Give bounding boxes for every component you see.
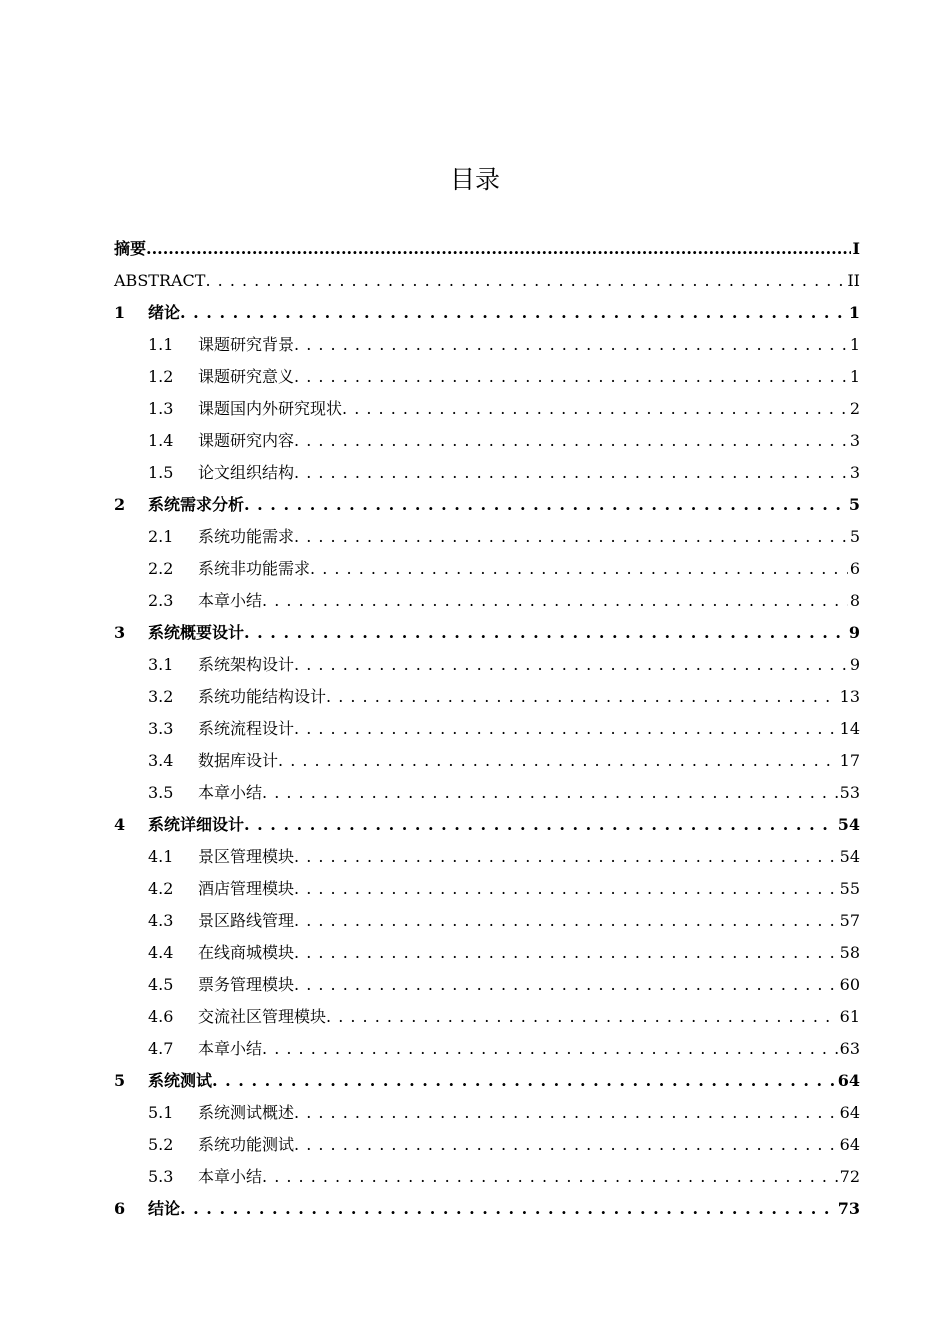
toc-entry-number: 2.3: [148, 591, 174, 610]
toc-entry-page: 1: [849, 367, 860, 386]
toc-entry-page: 54: [839, 847, 860, 866]
toc-entry-label: 摘要: [114, 239, 147, 258]
toc-entry-label: 系统详细设计: [148, 815, 245, 834]
toc-entry-page: 8: [849, 591, 860, 610]
toc-entry-page: 14: [839, 719, 860, 738]
toc-entry-number: 1.4: [148, 431, 174, 450]
toc-entry-page: 64: [837, 1071, 860, 1090]
toc-entry-label: 系统架构设计: [198, 655, 295, 674]
dot-leader: [294, 1097, 838, 1129]
toc-entry-page: 9: [849, 655, 860, 674]
dot-leader: [212, 1065, 836, 1097]
toc-entry-page: II: [847, 271, 860, 290]
dot-leader: [294, 457, 848, 489]
toc-entry-label: 系统非功能需求: [198, 559, 311, 578]
toc-entry-label: 系统功能需求: [198, 527, 295, 546]
toc-entry-page: 3: [849, 463, 860, 482]
toc-entry[interactable]: [114, 393, 860, 425]
toc-entry-number: 2.2: [148, 559, 174, 578]
toc-entry-label: 系统功能结构设计: [198, 687, 327, 706]
toc-entry-label: 系统概要设计: [148, 623, 245, 642]
toc-entry-page: 1: [848, 303, 860, 322]
toc-entry-page: 54: [837, 815, 860, 834]
toc-entry[interactable]: [114, 873, 860, 905]
toc-entry-number: 2: [114, 495, 126, 514]
dot-leader: [244, 809, 836, 841]
toc-entry-label: 本章小结: [198, 1039, 263, 1058]
toc-entry-number: 4.2: [148, 879, 174, 898]
toc-entry-number: 5.1: [148, 1103, 174, 1122]
toc-entry-number: 1.1: [148, 335, 174, 354]
toc-entry-label: 系统测试概述: [198, 1103, 295, 1122]
toc-entry-page: 55: [839, 879, 860, 898]
toc-entry[interactable]: [114, 233, 860, 265]
toc-entry[interactable]: [114, 521, 860, 553]
toc-entry-number: 6: [114, 1199, 126, 1218]
toc-entry-page: 63: [839, 1039, 860, 1058]
toc-entry[interactable]: [114, 361, 860, 393]
toc-entry[interactable]: [114, 745, 860, 777]
toc-entry-number: 5.3: [148, 1167, 174, 1186]
toc-entry-page: 60: [839, 975, 860, 994]
toc-entry[interactable]: [114, 329, 860, 361]
toc-entry-number: 4: [114, 815, 126, 834]
toc-entry-number: 4.1: [148, 847, 174, 866]
toc-entry-page: 61: [839, 1007, 860, 1026]
toc-entry[interactable]: [114, 809, 860, 841]
toc-entry[interactable]: [114, 553, 860, 585]
toc-entry-label: 票务管理模块: [198, 975, 295, 994]
dot-leader: [294, 425, 848, 457]
toc-entry-number: 4.7: [148, 1039, 174, 1058]
dot-leader: [294, 521, 848, 553]
dot-leader: [262, 585, 848, 617]
dot-leader: [294, 969, 838, 1001]
toc-entry-page: 53: [839, 783, 860, 802]
toc-entry-page: 73: [837, 1199, 860, 1218]
toc-entry[interactable]: [114, 457, 860, 489]
dot-leader: [326, 1001, 838, 1033]
toc-entry[interactable]: [114, 265, 860, 297]
toc-entry[interactable]: [114, 585, 860, 617]
toc-entry-page: 64: [839, 1103, 860, 1122]
toc-entry-number: 1.5: [148, 463, 174, 482]
dot-leader: [294, 329, 848, 361]
dot-leader: [244, 489, 847, 521]
toc-entry[interactable]: [114, 969, 860, 1001]
toc-entry-page: 2: [849, 399, 860, 418]
toc-entry[interactable]: [114, 425, 860, 457]
toc-entry-number: 3.5: [148, 783, 174, 802]
toc-entry-label: 景区路线管理: [198, 911, 295, 930]
dot-leader: [294, 713, 838, 745]
toc-entry[interactable]: [114, 713, 860, 745]
table-of-contents: [114, 233, 860, 1225]
dot-leader: [294, 841, 838, 873]
toc-entry-page: 57: [839, 911, 860, 930]
toc-entry-number: 3.4: [148, 751, 174, 770]
toc-entry-page: 64: [839, 1135, 860, 1154]
toc-entry-label: 酒店管理模块: [198, 879, 295, 898]
toc-entry-page: 58: [839, 943, 860, 962]
dot-leader: [244, 617, 847, 649]
dot-leader: [262, 1033, 838, 1065]
toc-entry-page: 13: [839, 687, 860, 706]
toc-entry-page: 9: [848, 623, 860, 642]
dot-leader: [294, 1129, 838, 1161]
toc-entry-label: 数据库设计: [198, 751, 279, 770]
toc-entry-page: 72: [839, 1167, 860, 1186]
toc-entry-page: I: [852, 239, 860, 258]
toc-entry-number: 4.6: [148, 1007, 174, 1026]
dot-leader: [180, 297, 847, 329]
toc-entry-page: 5: [849, 527, 860, 546]
toc-entry-number: 3.1: [148, 655, 174, 674]
toc-entry-number: 1: [114, 303, 126, 322]
toc-entry[interactable]: [114, 841, 860, 873]
toc-entry-number: 2.1: [148, 527, 174, 546]
toc-entry[interactable]: [114, 1033, 860, 1065]
dot-leader: [262, 1161, 838, 1193]
dot-leader: [146, 233, 851, 265]
toc-entry-label: 课题研究意义: [198, 367, 295, 386]
dot-leader: [326, 681, 838, 713]
toc-entry[interactable]: [114, 1161, 860, 1193]
toc-entry-label: 本章小结: [198, 591, 263, 610]
toc-entry[interactable]: [114, 297, 860, 329]
toc-entry-label: 景区管理模块: [198, 847, 295, 866]
toc-entry-label: ABSTRACT: [114, 271, 206, 290]
dot-leader: [342, 393, 848, 425]
dot-leader: [205, 265, 845, 297]
toc-entry[interactable]: [114, 1065, 860, 1097]
dot-leader: [278, 745, 838, 777]
toc-entry-page: 1: [849, 335, 860, 354]
toc-entry-label: 本章小结: [198, 783, 263, 802]
toc-entry-number: 3.2: [148, 687, 174, 706]
toc-entry-number: 4.5: [148, 975, 174, 994]
toc-entry[interactable]: [114, 1193, 860, 1225]
toc-entry-label: 课题研究内容: [198, 431, 295, 450]
toc-entry-label: 系统流程设计: [198, 719, 295, 738]
dot-leader: [310, 553, 848, 585]
toc-entry[interactable]: [114, 1097, 860, 1129]
toc-entry-number: 1.2: [148, 367, 174, 386]
toc-entry-number: 1.3: [148, 399, 174, 418]
toc-title: 目录: [449, 164, 500, 194]
toc-entry-page: 5: [848, 495, 860, 514]
toc-entry-label: 系统功能测试: [198, 1135, 295, 1154]
dot-leader: [262, 777, 838, 809]
toc-entry-number: 4.3: [148, 911, 174, 930]
toc-entry[interactable]: [114, 1129, 860, 1161]
toc-entry-label: 系统需求分析: [148, 495, 245, 514]
toc-entry-page: 17: [839, 751, 860, 770]
toc-entry-label: 课题国内外研究现状: [198, 399, 343, 418]
dot-leader: [294, 361, 848, 393]
toc-entry-label: 结论: [148, 1199, 181, 1218]
toc-entry-label: 本章小结: [198, 1167, 263, 1186]
toc-entry[interactable]: [114, 777, 860, 809]
toc-entry[interactable]: [114, 649, 860, 681]
dot-leader: [294, 873, 838, 905]
toc-entry[interactable]: [114, 681, 860, 713]
toc-entry[interactable]: [114, 617, 860, 649]
dot-leader: [294, 649, 848, 681]
toc-entry-label: 在线商城模块: [198, 943, 295, 962]
toc-entry-label: 论文组织结构: [198, 463, 295, 482]
toc-entry[interactable]: [114, 905, 860, 937]
dot-leader: [294, 937, 838, 969]
toc-entry-label: 交流社区管理模块: [198, 1007, 327, 1026]
toc-entry-number: 4.4: [148, 943, 174, 962]
toc-entry-page: 3: [849, 431, 860, 450]
toc-entry-label: 课题研究背景: [198, 335, 295, 354]
toc-entry-number: 5: [114, 1071, 126, 1090]
toc-entry-label: 绪论: [148, 303, 181, 322]
toc-entry[interactable]: [114, 1001, 860, 1033]
dot-leader: [180, 1193, 836, 1225]
toc-entry[interactable]: [114, 489, 860, 521]
toc-entry-page: 6: [849, 559, 860, 578]
toc-entry[interactable]: [114, 937, 860, 969]
toc-entry-label: 系统测试: [148, 1071, 213, 1090]
toc-entry-number: 3: [114, 623, 126, 642]
toc-entry-number: 3.3: [148, 719, 174, 738]
dot-leader: [294, 905, 838, 937]
toc-entry-number: 5.2: [148, 1135, 174, 1154]
